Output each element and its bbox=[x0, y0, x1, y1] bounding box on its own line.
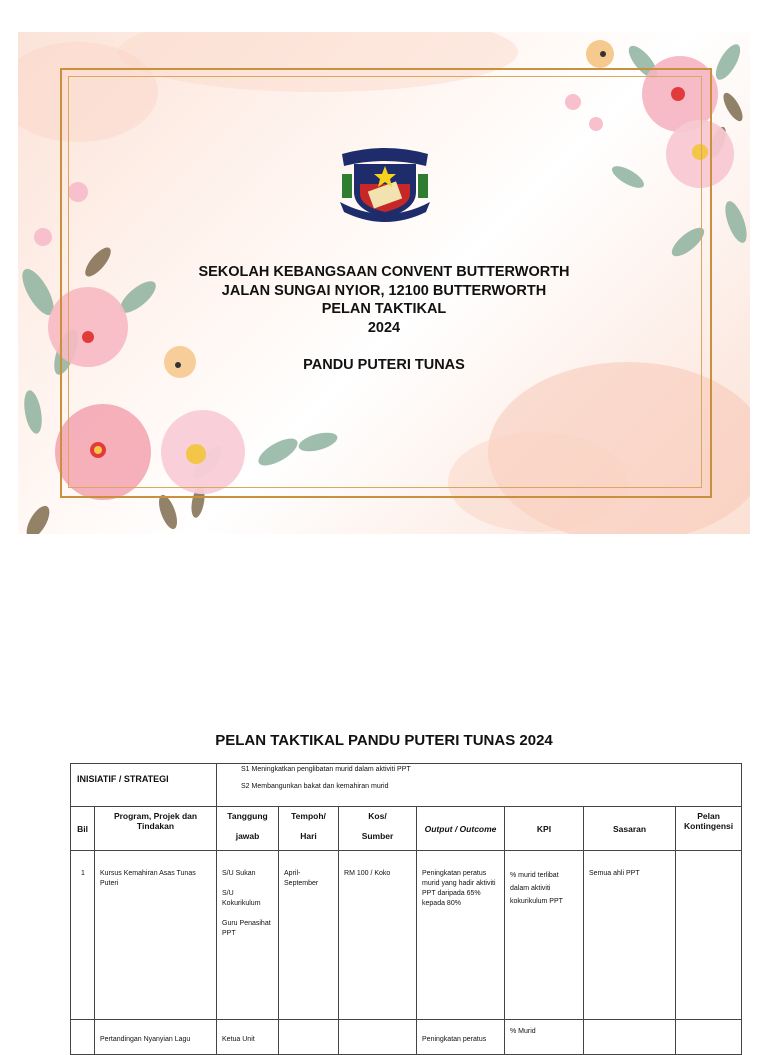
header-tempoh-line1: Tempoh/ bbox=[291, 811, 326, 821]
table-row bbox=[71, 1020, 742, 1055]
cell-bil: 1 bbox=[71, 851, 95, 1020]
header-kpi: KPI bbox=[505, 807, 584, 851]
tanggung-item: S/U Sukan bbox=[222, 870, 256, 877]
cover-page bbox=[18, 32, 750, 534]
header-pelan: Pelan Kontingensi bbox=[676, 807, 742, 851]
unit-name: PANDU PUTERI TUNAS bbox=[303, 357, 465, 373]
cell-kos bbox=[339, 1020, 417, 1055]
cell-tanggung bbox=[217, 851, 279, 1020]
cell-tempoh bbox=[279, 1020, 339, 1055]
cell-tanggung: Ketua Unit bbox=[217, 1020, 279, 1055]
header-program: Program, Projek dan Tindakan bbox=[95, 807, 217, 851]
school-name: SEKOLAH KEBANGSAAN CONVENT BUTTERWORTH bbox=[198, 264, 570, 280]
school-crest-logo bbox=[336, 144, 434, 224]
cover-title-block bbox=[18, 263, 750, 337]
cell-pelan bbox=[676, 851, 742, 1020]
cell-sasaran: Semua ahli PPT bbox=[584, 851, 676, 1020]
strategy-item: S2 Membangunkan bakat dan kemahiran murid bbox=[241, 783, 389, 790]
header-tanggung-line2: jawab bbox=[235, 831, 260, 841]
cell-output: Peningkatan peratus bbox=[417, 1020, 505, 1055]
tanggung-item: S/U Kokurikulum bbox=[222, 890, 261, 907]
header-tempoh-line2: Hari bbox=[300, 831, 317, 841]
strategy-label: INISIATIF / STRATEGI bbox=[71, 764, 217, 807]
strategy-list bbox=[217, 764, 742, 807]
header-kos-line2: Sumber bbox=[361, 831, 394, 841]
header-output: Output / Outcome bbox=[417, 807, 505, 851]
header-kos-line1: Kos/ bbox=[368, 811, 387, 821]
document-title: PELAN TAKTIKAL PANDU PUTERI TUNAS 2024 bbox=[215, 732, 553, 749]
cell-kos: RM 100 / Koko bbox=[339, 851, 417, 1020]
table-row bbox=[71, 851, 742, 1020]
school-address: JALAN SUNGAI NYIOR, 12100 BUTTERWORTH bbox=[221, 282, 547, 299]
plan-title: PELAN TAKTIKAL bbox=[321, 301, 447, 317]
cell-output: Peningkatan peratus murid yang hadir aktiviti PPT daripada 65% kepada 80% bbox=[417, 851, 505, 1020]
strategy-row bbox=[71, 764, 742, 807]
cell-pelan bbox=[676, 1020, 742, 1055]
tanggung-item: Guru Penasihat PPT bbox=[222, 920, 271, 937]
header-row bbox=[71, 807, 742, 851]
tactical-plan-table bbox=[70, 763, 742, 1055]
header-tanggung bbox=[217, 807, 279, 851]
plan-year: 2024 bbox=[367, 319, 401, 336]
cell-sasaran bbox=[584, 1020, 676, 1055]
header-kos bbox=[339, 807, 417, 851]
cell-bil bbox=[71, 1020, 95, 1055]
cell-tempoh: April- September bbox=[279, 851, 339, 1020]
header-tempoh bbox=[279, 807, 339, 851]
header-bil: Bil bbox=[71, 807, 95, 851]
header-tanggung-line1: Tanggung bbox=[227, 811, 268, 821]
header-sasaran: Sasaran bbox=[584, 807, 676, 851]
strategy-item: S1 Meningkatkan penglibatan murid dalam aktiviti PPT bbox=[241, 766, 411, 773]
cell-program: Kursus Kemahiran Asas Tunas Puteri bbox=[95, 851, 217, 1020]
cell-kpi: % murid terlibat dalam aktiviti kokurikulum PPT bbox=[505, 851, 584, 1020]
cell-program: Pertandingan Nyanyian Lagu bbox=[95, 1020, 217, 1055]
cell-kpi: % Murid bbox=[505, 1020, 584, 1055]
